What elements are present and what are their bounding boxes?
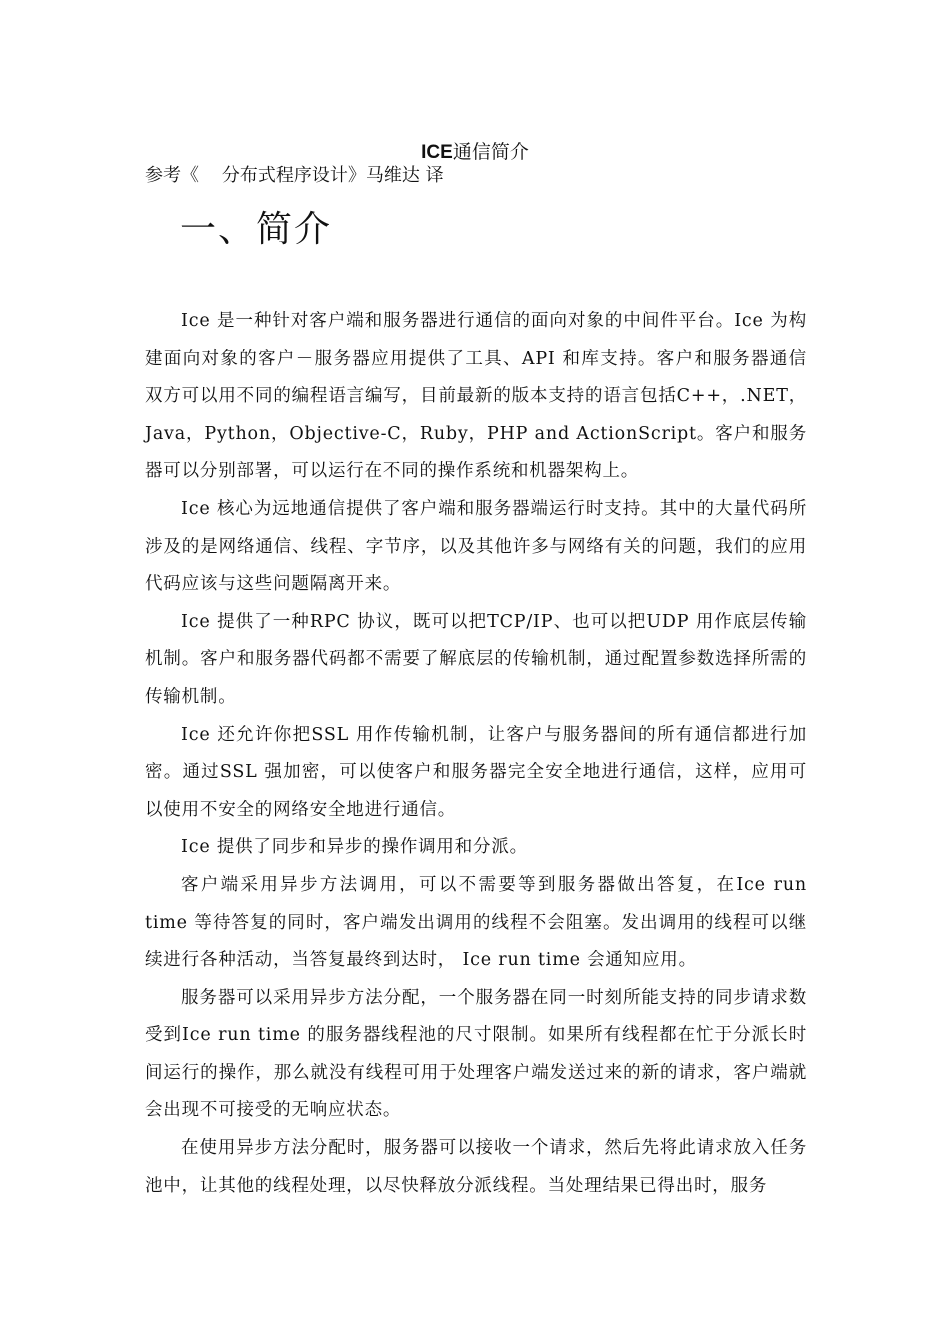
paragraph: Ice 是一种针对客户端和服务器进行通信的面向对象的中间件平台。Ice 为构建面向对象的客户－服务器应用提供了工具、API 和库支持。客户和服务器通信双方可以用不同的编程语言编写，目前最新的版本支持的语言包括C++，.NET，Java，Python，Objective-C，Ruby，PHP and ActionScript。客户和服务器可以分别部署，可以运行在不同的操作系统和机器架构上。 bbox=[145, 311, 807, 482]
document-title-en: ICE bbox=[421, 142, 453, 163]
body-text bbox=[145, 303, 807, 1205]
paragraph: Ice 核心为远地通信提供了客户端和服务器端运行时支持。其中的大量代码所涉及的是网络通信、线程、字节序，以及其他许多与网络有关的问题，我们的应用代码应该与这些问题隔离开来。 bbox=[145, 498, 807, 595]
paragraph: Ice 还允许你把SSL 用作传输机制，让客户与服务器间的所有通信都进行加密。通过SSL 强加密，可以使客户和服务器完全安全地进行通信，这样，应用可以使用不安全的网络安全地进行通信。 bbox=[145, 724, 807, 820]
paragraph: 在使用异步方法分配时，服务器可以接收一个请求，然后先将此请求放入任务池中，让其他的线程处理，以尽快释放分派线程。当处理结果已得出时，服务 bbox=[145, 1138, 807, 1196]
paragraph: Ice 提供了同步和异步的操作调用和分派。 bbox=[181, 837, 528, 858]
document-title-cn: 通信简介 bbox=[452, 141, 529, 163]
paragraph: 客户端采用异步方法调用，可以不需要等到服务器做出答复，在Ice run time 等待答复的同时，客户端发出调用的线程不会阻塞。发出调用的线程可以继续进行各种活动，当答复最终到达时， Ice run time 会通知应用。 bbox=[145, 874, 807, 971]
paragraph: Ice 提供了一种RPC 协议，既可以把TCP/IP、也可以把UDP 用作底层传输机制。客户和服务器代码都不需要了解底层的传输机制，通过配置参数选择所需的传输机制。 bbox=[145, 611, 807, 707]
document-title bbox=[0, 140, 950, 165]
reference-line: 参考《 分布式程序设计》马维达 译 bbox=[145, 165, 444, 186]
paragraph: 服务器可以采用异步方法分配，一个服务器在同一时刻所能支持的同步请求数受到Ice run time 的服务器线程池的尺寸限制。如果所有线程都在忙于分派长时间运行的操作，那么就没有线程可用于处理客户端发送过来的新的请求，客户端就会出现不可接受的无响应状态。 bbox=[145, 987, 807, 1121]
section-heading: 一、简介 bbox=[180, 209, 333, 250]
